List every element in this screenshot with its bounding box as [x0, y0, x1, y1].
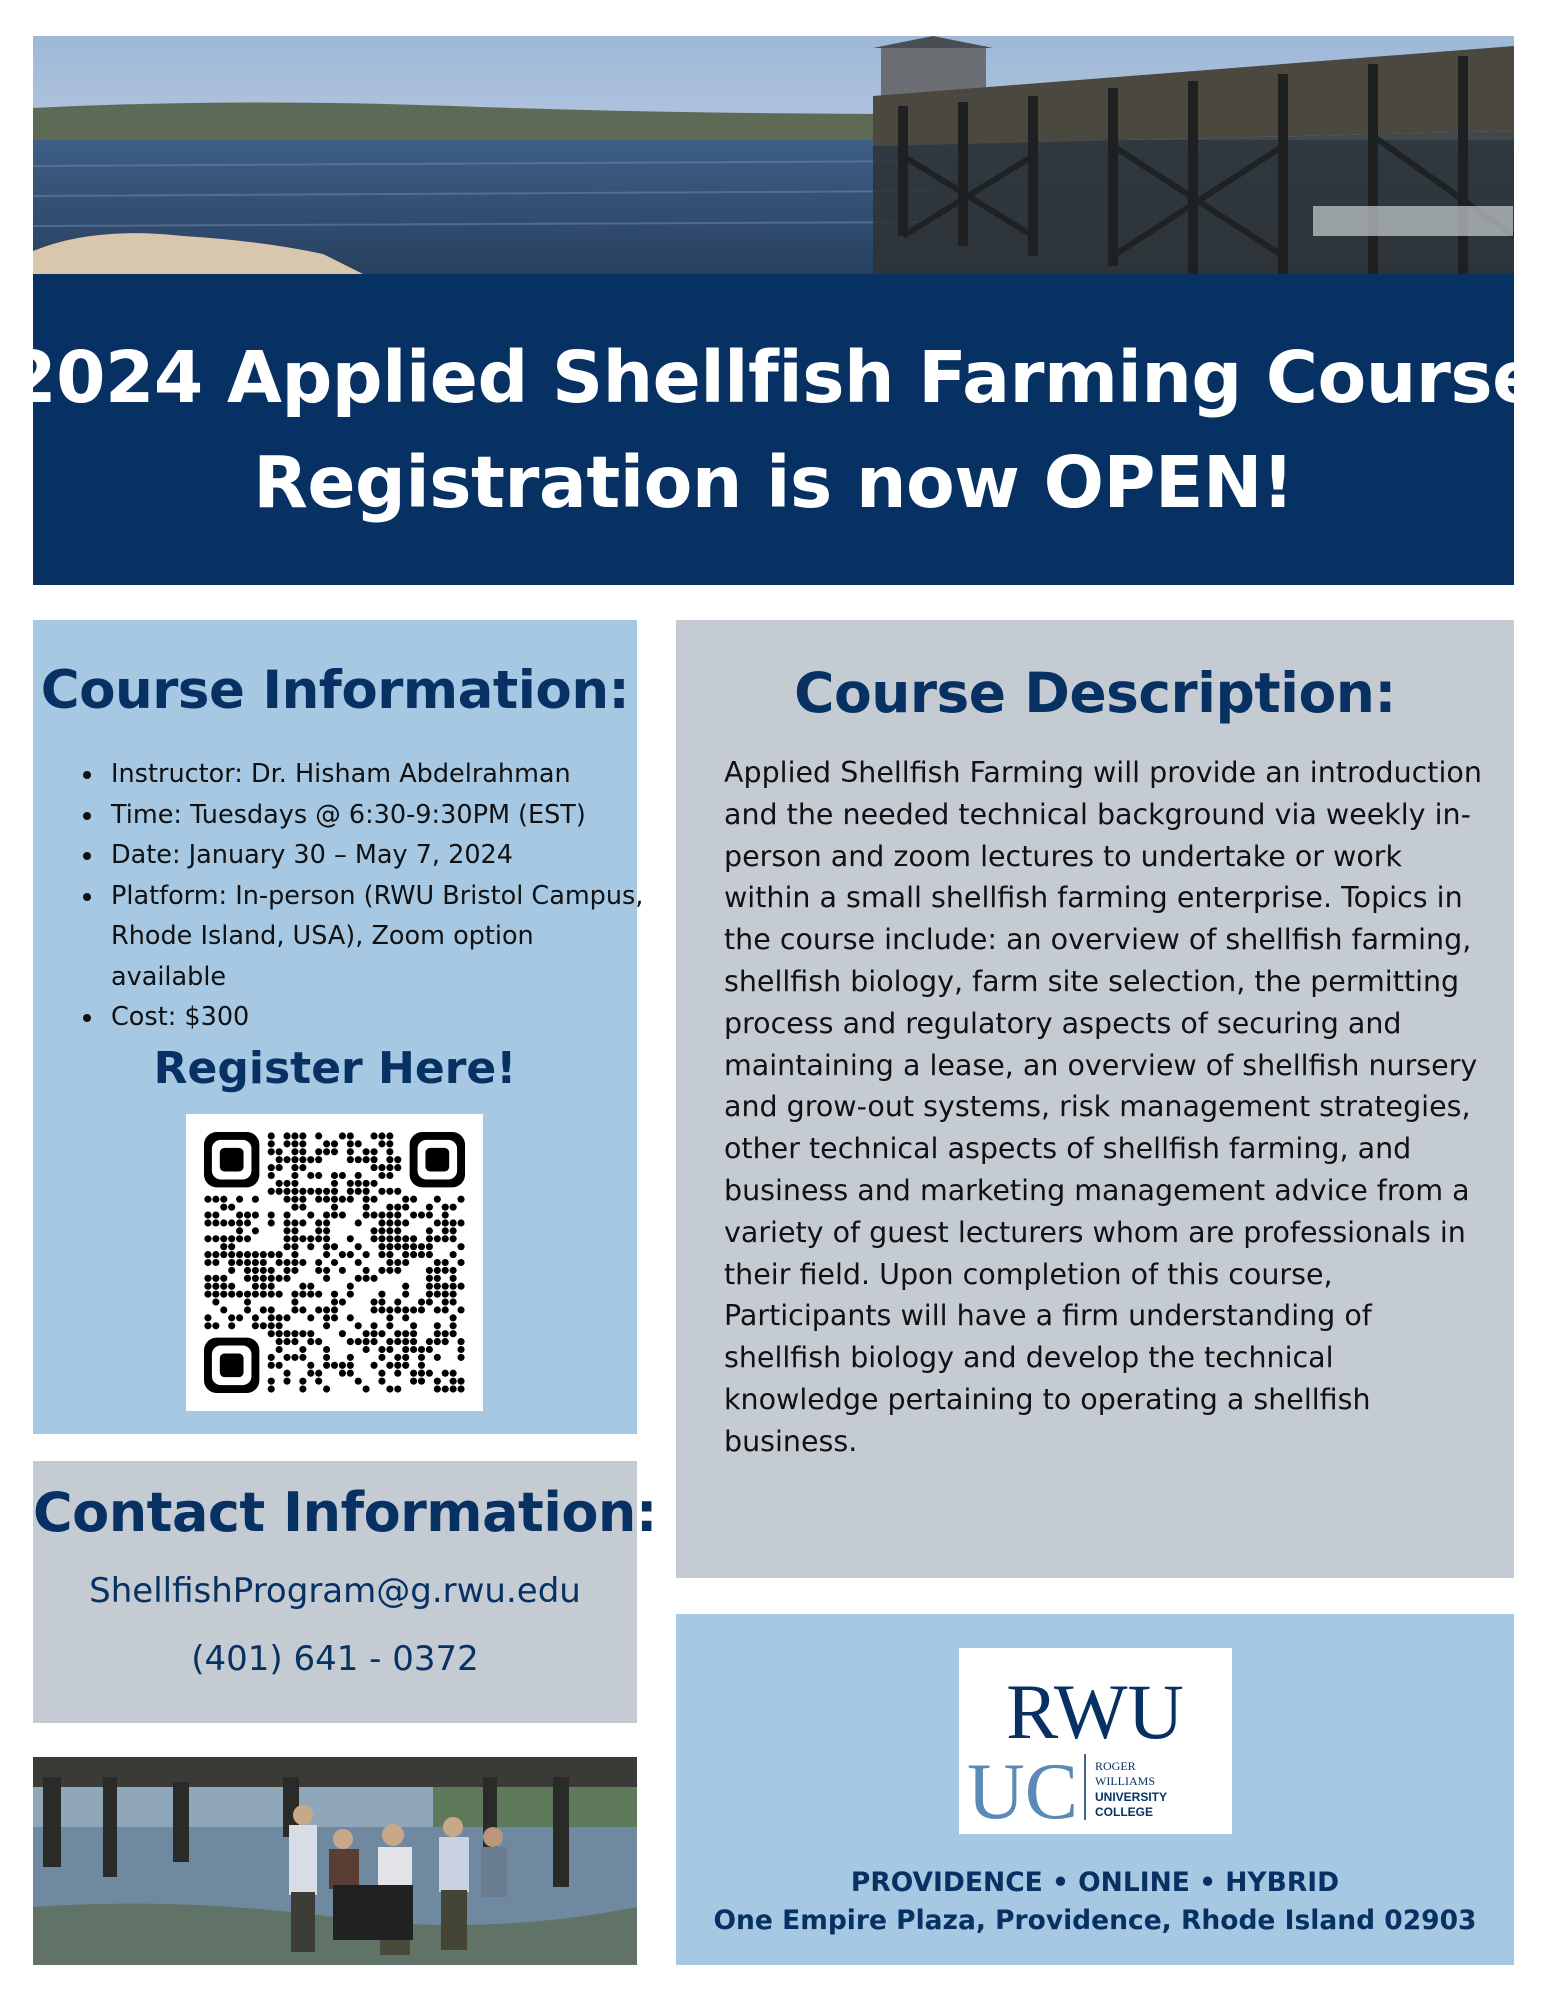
course-info-platform: • Platform: In-person (RWU Bristol Campus, Rhode Island, USA), Zoom option available: [105, 876, 650, 998]
title-line-1: 2024 Applied Shellfish Farming Course: [7, 335, 1540, 419]
title-banner: [7, 274, 1540, 585]
logo-sub-college: COLLEGE: [1095, 1805, 1154, 1819]
course-info-panel: [33, 620, 644, 1434]
course-description-panel: [676, 620, 1514, 1578]
course-description-heading: Course Description:: [794, 661, 1396, 725]
logo-sub-roger: ROGER: [1095, 1759, 1136, 1773]
registration-qr-code[interactable]: [186, 1114, 483, 1411]
hero-photo: [33, 36, 1514, 274]
course-info-list: [77, 754, 650, 1038]
campus-address: One Empire Plaza, Providence, Rhode Island 02903: [713, 1905, 1477, 1936]
contact-phone[interactable]: (401) 641 - 0372: [191, 1639, 479, 1679]
course-info-heading: Course Information:: [40, 660, 630, 721]
title-line-2: Registration is now OPEN!: [253, 440, 1294, 524]
contact-panel: [33, 1461, 657, 1723]
course-info-time: • Time: Tuesdays @ 6:30-9:30PM (EST): [105, 795, 650, 836]
field-photo: [33, 1757, 637, 1965]
rwu-uc-logo: [959, 1648, 1232, 1834]
logo-sub-williams: WILLIAMS: [1095, 1774, 1155, 1788]
contact-heading: Contact Information:: [33, 1481, 657, 1544]
register-heading: Register Here!: [153, 1043, 517, 1094]
contact-email-link[interactable]: ShellfishProgram@g.rwu.edu: [89, 1571, 581, 1611]
logo-uc-text: UC: [967, 1748, 1079, 1834]
course-info-cost: • Cost: $300: [105, 997, 650, 1038]
course-info-date: • Date: January 30 – May 7, 2024: [105, 835, 650, 876]
course-description-body: Applied Shellfish Farming will provide an introduction and the needed technical background via weekly in-person and zoom lectures to undertake or work within a small shellfish farming enterprise. Topics in the course include: an overview of shellfish farming, shellfish biology, farm site selection, the permitting process and regulatory aspects of securing and maintaining a lease, an overview of shellfish nursery and grow-out systems, risk management strategies, other technical aspects of shellfish farming, and business and marketing management advice from a variety of guest lecturers whom are professionals in their field. Upon completion of this course, Participants will have a firm understanding of shellfish biology and develop the technical knowledge pertaining to operating a shellfish business.: [724, 756, 1482, 1458]
logo-sub-university: UNIVERSITY: [1095, 1790, 1168, 1804]
logo-panel: [676, 1614, 1514, 1965]
logo-rwu-text: RWU: [1006, 1668, 1184, 1755]
course-info-instructor: • Instructor: Dr. Hisham Abdelrahman: [105, 754, 650, 795]
campus-tagline: PROVIDENCE • ONLINE • HYBRID: [850, 1867, 1340, 1898]
